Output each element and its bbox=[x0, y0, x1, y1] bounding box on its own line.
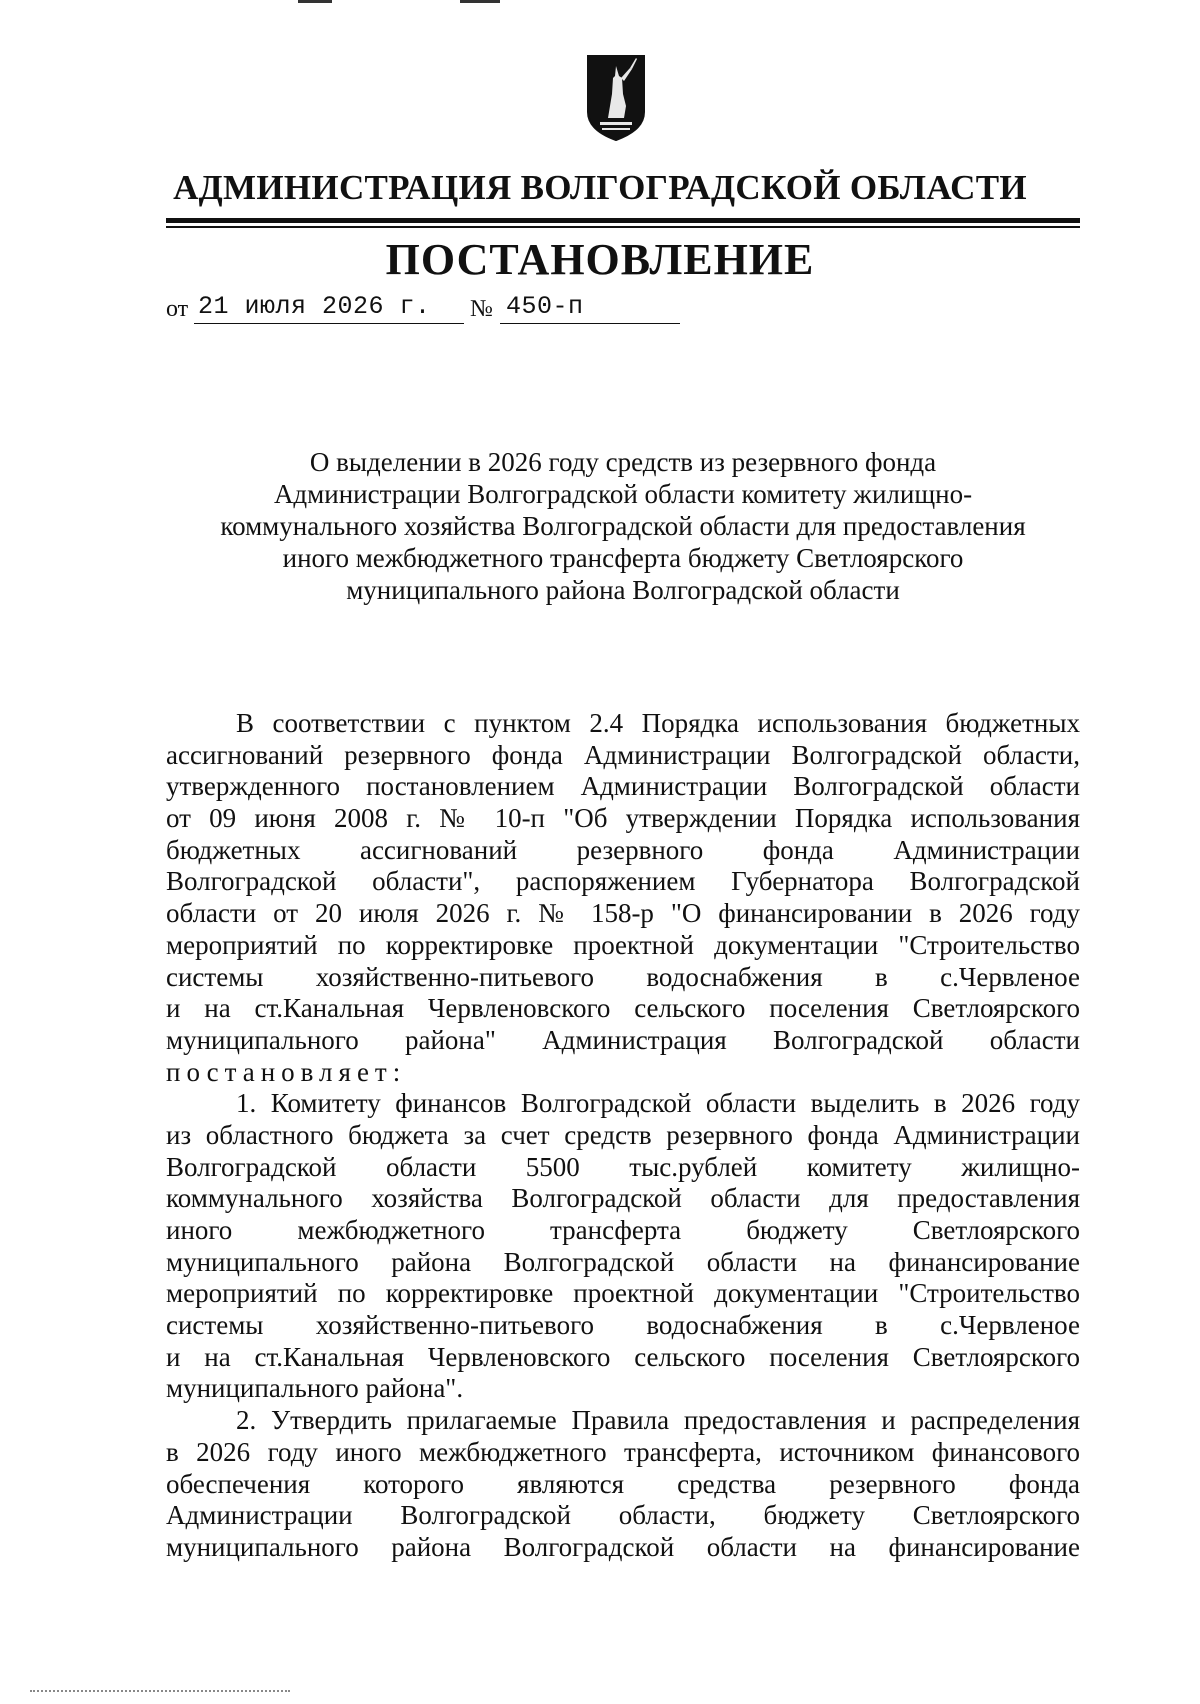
document-body bbox=[166, 708, 1080, 1564]
header-divider-thin bbox=[166, 226, 1080, 228]
body-line: обеспечения которого являются средства резервного фонда bbox=[166, 1468, 1080, 1499]
title-line: иного межбюджетного трансферта бюджету Светлоярского bbox=[282, 543, 964, 573]
body-line: ассигнований резервного фонда Администрации Волгоградской области, bbox=[166, 739, 1080, 770]
document-date: 21 июля 2026 г. bbox=[198, 292, 431, 321]
body-line: муниципального района Волгоградской области на финансирование bbox=[166, 1531, 1080, 1562]
body-line: мероприятий по корректировке проектной документации "Строительство bbox=[166, 929, 1080, 960]
body-line: муниципального района Волгоградской области на финансирование bbox=[166, 1246, 1080, 1277]
number-underline bbox=[500, 323, 680, 324]
title-line: О выделении в 2026 году средств из резервного фонда bbox=[309, 447, 937, 477]
body-line: В соответствии с пунктом 2.4 Порядка использования бюджетных bbox=[236, 708, 1080, 738]
date-prefix: от bbox=[166, 296, 189, 322]
body-line: Волгоградской области", распоряжением Губернатора Волгоградской bbox=[166, 866, 1080, 897]
body-line: и на ст.Канальная Червленовского сельского поселения Светлоярского bbox=[166, 993, 1080, 1024]
scan-artifact bbox=[30, 1690, 290, 1696]
date-underline bbox=[194, 323, 464, 324]
body-line: муниципального района". bbox=[166, 1373, 464, 1404]
body-line: мероприятий по корректировке проектной документации "Строительство bbox=[166, 1278, 1080, 1309]
body-line-resolves: постановляет: bbox=[166, 1056, 407, 1087]
body-line: системы хозяйственно-питьевого водоснабжения в с.Червленое bbox=[166, 1310, 1080, 1341]
body-line: в 2026 году иного межбюджетного трансферта, источником финансового bbox=[166, 1436, 1080, 1467]
title-line: муниципального района Волгоградской области bbox=[346, 575, 900, 605]
title-line: коммунального хозяйства Волгоградской области для предоставления bbox=[220, 511, 1026, 541]
body-line: из областного бюджета за счет средств резервного фонда Администрации bbox=[166, 1119, 1080, 1150]
body-line: иного межбюджетного трансферта бюджету Светлоярского bbox=[166, 1215, 1080, 1245]
scan-artifact bbox=[460, 0, 500, 3]
volgograd-region-emblem-icon bbox=[586, 54, 646, 144]
body-line: Администрации Волгоградской области, бюджету Светлоярского bbox=[166, 1500, 1080, 1531]
title-line: Администрации Волгоградской области комитету жилищно- bbox=[273, 479, 973, 509]
number-prefix: № bbox=[470, 296, 493, 322]
document-title bbox=[166, 446, 1080, 606]
body-line: от 09 июня 2008 г. № 10-п "Об утверждении Порядка использования bbox=[166, 803, 1080, 834]
body-line: муниципального района" Администрация Волгоградской области bbox=[166, 1024, 1080, 1055]
body-line: Волгоградской области 5500 тыс.рублей комитету жилищно- bbox=[166, 1151, 1080, 1182]
body-line: области от 20 июля 2026 г. № 158-р "О финансировании в 2026 году bbox=[166, 898, 1080, 929]
document-number: 450-п bbox=[506, 292, 584, 321]
body-line: 1. Комитету финансов Волгоградской области выделить в 2026 году bbox=[236, 1088, 1080, 1119]
body-line: и на ст.Канальная Червленовского сельского поселения Светлоярского bbox=[166, 1341, 1080, 1372]
header-divider-thick bbox=[166, 218, 1080, 223]
organization-name: АДМИНИСТРАЦИЯ ВОЛГОГРАДСКОЙ ОБЛАСТИ bbox=[173, 168, 1027, 207]
body-line: утвержденного постановлением Администрации Волгоградской области bbox=[166, 771, 1080, 802]
body-line: 2. Утвердить прилагаемые Правила предоставления и распределения bbox=[236, 1405, 1080, 1436]
scan-artifact bbox=[298, 0, 332, 3]
body-line: коммунального хозяйства Волгоградской области для предоставления bbox=[166, 1183, 1080, 1214]
body-line: бюджетных ассигнований резервного фонда Администрации bbox=[166, 834, 1080, 865]
document-type-heading: ПОСТАНОВЛЕНИЕ bbox=[385, 235, 815, 284]
body-line: системы хозяйственно-питьевого водоснабжения в с.Червленое bbox=[166, 961, 1080, 992]
